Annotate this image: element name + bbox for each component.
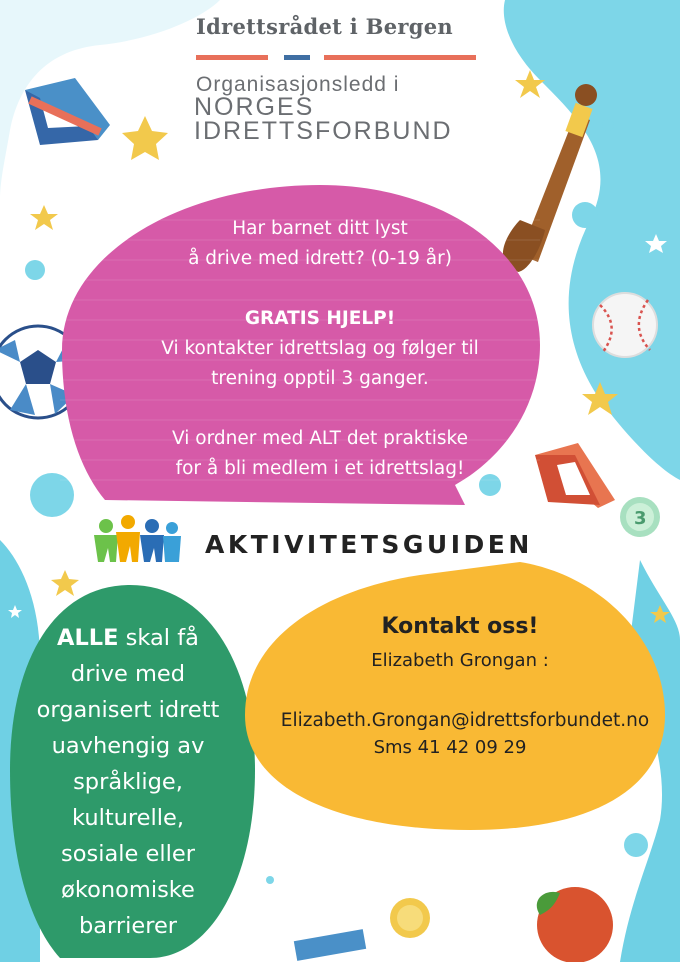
green-line6: kulturelle, [71,805,185,831]
pink-line6: for å bli medlem i et idrettslag! [175,458,465,479]
star-icon [51,570,79,596]
org-name: Idrettsrådet i Bergen [196,14,453,39]
contact-name: Elizabeth Grongan : [371,650,549,671]
green-line4: uavhengig av [51,733,205,759]
org-subtitle-line2: NORGES [194,93,315,121]
green-line8: økonomiske [61,877,195,903]
green-line9: barrierer [78,913,178,939]
pink-heading: GRATIS HJELP! [244,308,396,329]
green-bubble-text [4,620,252,944]
dot [25,260,45,280]
org-subtitle-line3: IDRETTSFORBUND [194,117,453,145]
green-line5: språklige, [73,769,183,795]
guide-title: AKTIVITETSGUIDEN [205,530,533,559]
star-icon [30,205,58,230]
green-line7: sosiale eller [61,841,195,867]
pink-line3: Vi kontakter idrettslag og følger til [161,338,479,359]
spacer [100,394,540,424]
pink-line2: å drive med idrett? (0-19 år) [188,248,452,269]
pink-bubble-text [100,214,540,484]
dot [266,876,274,884]
green-line1 [4,620,252,656]
medal-icon [25,78,168,160]
svg-text:3: 3 [634,508,647,529]
dot [602,119,614,131]
green-line3: organisert idrett [36,697,220,723]
contact-sms: Sms 41 42 09 29 [373,737,527,758]
org-subtitle-line1: Organisasjonsledd i [196,73,400,96]
green-line1-rest: skal få [118,625,199,651]
pink-line1: Har barnet ditt lyst [232,218,408,239]
pink-line5: Vi ordner med ALT det praktiske [172,428,468,449]
apple-icon [537,887,613,962]
people-logo-icon [94,515,181,562]
header-stripe-blue [284,55,310,60]
contact-email[interactable]: Elizabeth.Grongan@idrettsforbundet.no [280,710,650,731]
dot [572,202,598,228]
contact-title: Kontakt oss! [381,614,539,639]
medal-icon [294,898,430,961]
dot [624,833,648,857]
yellow-speech-bubble [245,562,665,830]
spacer [100,274,540,304]
header-stripe-red [324,55,476,60]
green-emphasis: ALLE [57,625,119,651]
green-line2: drive med [70,661,186,687]
header-stripe-red [196,55,268,60]
baseball-icon [593,293,657,357]
pink-line4: trening opptil 3 ganger. [211,368,429,389]
medal-icon [535,443,660,537]
